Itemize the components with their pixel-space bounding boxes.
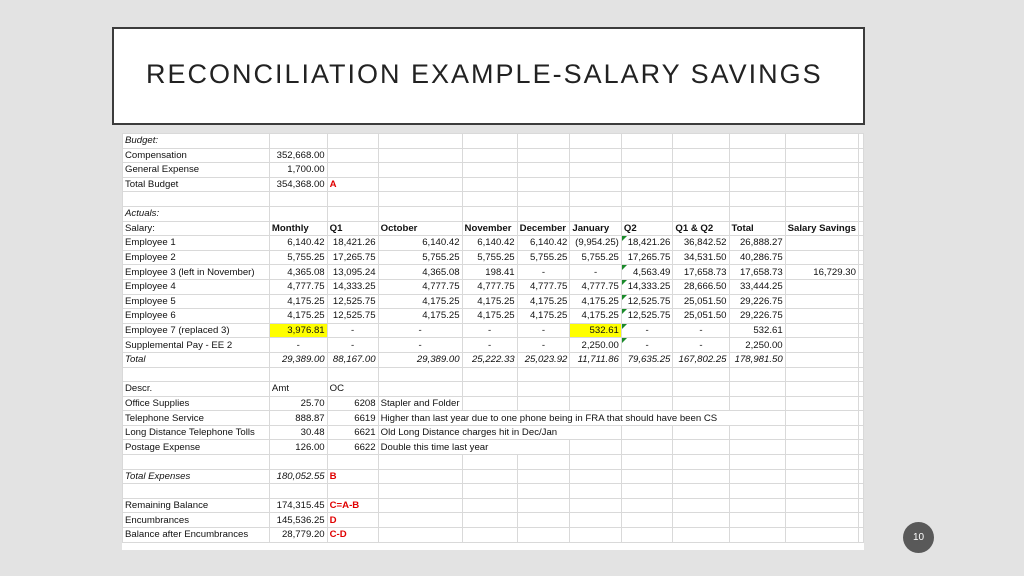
marker-d: D [327,513,378,528]
after-label: Balance after Encumbrances [123,528,270,543]
table-cell: 4,777.75 [517,279,570,294]
budget-label: Total Budget [123,177,270,192]
amt-header: Amt [269,382,327,397]
table-cell: 25,051.50 [673,294,729,309]
table-cell: 29,226.75 [729,294,785,309]
total-row [123,352,864,367]
column-header: October [378,221,462,236]
expense-label: Office Supplies [123,396,270,411]
after-amount: 28,779.20 [269,528,327,543]
table-cell: 26,888.27 [729,236,785,251]
table-cell: 29,226.75 [729,309,785,324]
table-row [123,323,864,338]
column-header: Salary Savings [785,221,858,236]
expense-amount: 30.48 [269,425,327,440]
table-cell: - [462,338,517,353]
table-cell: 28,666.50 [673,279,729,294]
table-cell: 17,658.73 [673,265,729,280]
table-cell: 4,175.25 [570,294,621,309]
column-header: Total [729,221,785,236]
expense-amount: 126.00 [269,440,327,455]
total-expenses-label: Total Expenses [123,469,270,484]
table-cell: 12,525.75 [621,309,673,324]
expense-oc: 6622 [327,440,378,455]
column-header: November [462,221,517,236]
table-row [123,279,864,294]
table-row [123,338,864,353]
employee-name: Employee 5 [123,294,270,309]
expense-row [123,396,864,411]
table-cell: 18,421.26 [621,236,673,251]
salary-label: Salary: [123,221,270,236]
table-cell: 198.41 [462,265,517,280]
expense-amount: 25.70 [269,396,327,411]
expense-label: Postage Expense [123,440,270,455]
table-row [123,294,864,309]
summary-row [123,513,864,528]
table-cell: (9,954.25) [570,236,621,251]
expense-note: Stapler and Folder [378,396,462,411]
table-cell: 25,051.50 [673,309,729,324]
table-cell [785,338,858,353]
expense-row [123,440,864,455]
table-cell: - [327,338,378,353]
table-cell: 13,095.24 [327,265,378,280]
table-cell [785,236,858,251]
expense-oc: 6208 [327,396,378,411]
table-cell: - [327,323,378,338]
spreadsheet [122,133,864,550]
descr-header: Descr. [123,382,270,397]
table-cell: 5,755.25 [462,250,517,265]
budget-header-row [123,134,864,149]
budget-label: General Expense [123,163,270,178]
budget-amount: 352,668.00 [269,148,327,163]
column-header: Monthly [269,221,327,236]
column-header: December [517,221,570,236]
employee-name: Employee 6 [123,309,270,324]
employee-name: Employee 7 (replaced 3) [123,323,270,338]
table-cell: 4,175.25 [462,309,517,324]
total-expenses-amount: 180,052.55 [269,469,327,484]
total-cell: 178,981.50 [729,352,785,367]
total-cell: 25,222.33 [462,352,517,367]
table-cell: 4,563.49 [621,265,673,280]
marker-c: C=A-B [327,498,378,513]
table-cell: 5,755.25 [269,250,327,265]
column-header: January [570,221,621,236]
expense-note: Higher than last year due to one phone being in FRA that should have been CS [378,411,785,426]
table-cell: 17,265.75 [327,250,378,265]
table-cell: 34,531.50 [673,250,729,265]
table-cell: 4,175.25 [570,309,621,324]
total-cell: 25,023.92 [517,352,570,367]
budget-row [123,148,864,163]
expense-label: Long Distance Telephone Tolls [123,425,270,440]
marker-b: B [327,469,378,484]
table-row [123,265,864,280]
summary-row [123,498,864,513]
expense-note: Old Long Distance charges hit in Dec/Jan [378,425,621,440]
total-cell: 29,389.00 [378,352,462,367]
actuals-header: Actuals: [123,206,270,221]
table-cell: - [673,323,729,338]
table-cell: 6,140.42 [269,236,327,251]
slide-title-box [112,27,865,125]
table-cell [785,309,858,324]
table-cell: - [269,338,327,353]
marker-a: A [327,177,378,192]
actuals-header-row [123,206,864,221]
budget-amount: 354,368.00 [269,177,327,192]
budget-header: Budget: [123,134,270,149]
budget-row [123,163,864,178]
expense-label: Telephone Service [123,411,270,426]
slide-title: RECONCILIATION EXAMPLE-SALARY SAVINGS [146,59,823,89]
encumbrances-label: Encumbrances [123,513,270,528]
table-cell: 4,777.75 [378,279,462,294]
table-cell: 2,250.00 [570,338,621,353]
remaining-amount: 174,315.45 [269,498,327,513]
table-cell: - [621,323,673,338]
budget-amount: 1,700.00 [269,163,327,178]
column-header: Q1 & Q2 [673,221,729,236]
table-cell: - [517,338,570,353]
encumbrances-amount: 145,536.25 [269,513,327,528]
employee-name: Supplemental Pay - EE 2 [123,338,270,353]
oc-header: OC [327,382,378,397]
table-cell: 36,842.52 [673,236,729,251]
table-cell: 4,175.25 [269,294,327,309]
table-row [123,250,864,265]
highlighted-cell: 532.61 [570,323,621,338]
expense-header-row [123,382,864,397]
table-cell: 4,175.25 [462,294,517,309]
table-cell: 12,525.75 [621,294,673,309]
table-cell: 4,777.75 [570,279,621,294]
table-cell: - [517,323,570,338]
table-cell: 4,777.75 [462,279,517,294]
total-cell: 167,802.25 [673,352,729,367]
column-header: Q2 [621,221,673,236]
table-cell: 4,175.25 [378,294,462,309]
table-cell: 12,525.75 [327,294,378,309]
table-cell: - [462,323,517,338]
table-cell: 6,140.42 [517,236,570,251]
table-cell: 17,658.73 [729,265,785,280]
table-cell [785,279,858,294]
spreadsheet-grid [122,133,864,543]
table-row [123,236,864,251]
remaining-label: Remaining Balance [123,498,270,513]
employee-name: Employee 4 [123,279,270,294]
page-number-badge: 10 [903,522,934,553]
summary-row [123,528,864,543]
table-cell: 17,265.75 [621,250,673,265]
table-cell: 4,777.75 [269,279,327,294]
table-row [123,309,864,324]
total-cell: 29,389.00 [269,352,327,367]
table-cell: 14,333.25 [621,279,673,294]
table-cell: 33,444.25 [729,279,785,294]
table-cell: - [378,323,462,338]
table-cell: 6,140.42 [462,236,517,251]
salary-savings-cell: 16,729.30 [785,265,858,280]
expense-note: Double this time last year [378,440,570,455]
table-cell: 4,365.08 [378,265,462,280]
table-cell: 14,333.25 [327,279,378,294]
table-cell: 4,175.25 [517,309,570,324]
marker-c-d: C-D [327,528,378,543]
expense-oc: 6619 [327,411,378,426]
budget-row [123,177,864,192]
table-cell: 4,175.25 [269,309,327,324]
total-cell: 11,711.86 [570,352,621,367]
total-cell [785,352,858,367]
expense-row [123,411,864,426]
table-cell: 12,525.75 [327,309,378,324]
table-cell: 4,175.25 [517,294,570,309]
table-cell: - [378,338,462,353]
table-cell: 40,286.75 [729,250,785,265]
table-cell: 5,755.25 [517,250,570,265]
table-cell [785,250,858,265]
expense-amount: 888.87 [269,411,327,426]
employee-name: Employee 2 [123,250,270,265]
table-cell: - [570,265,621,280]
employee-name: Employee 1 [123,236,270,251]
budget-label: Compensation [123,148,270,163]
table-cell: 18,421.26 [327,236,378,251]
total-label: Total [123,352,270,367]
table-cell: 532.61 [729,323,785,338]
employee-name: Employee 3 (left in November) [123,265,270,280]
column-header: Q1 [327,221,378,236]
table-cell: 5,755.25 [378,250,462,265]
table-cell: 5,755.25 [570,250,621,265]
table-cell: 4,175.25 [378,309,462,324]
table-cell [785,294,858,309]
table-cell: 6,140.42 [378,236,462,251]
expense-row [123,425,864,440]
table-cell: - [673,338,729,353]
column-header-row [123,221,864,236]
table-cell: 4,365.08 [269,265,327,280]
total-cell: 79,635.25 [621,352,673,367]
table-cell: 2,250.00 [729,338,785,353]
table-cell [785,323,858,338]
total-expenses-row [123,469,864,484]
table-cell: - [517,265,570,280]
table-cell: - [621,338,673,353]
highlighted-cell: 3,976.81 [269,323,327,338]
total-cell: 88,167.00 [327,352,378,367]
expense-oc: 6621 [327,425,378,440]
